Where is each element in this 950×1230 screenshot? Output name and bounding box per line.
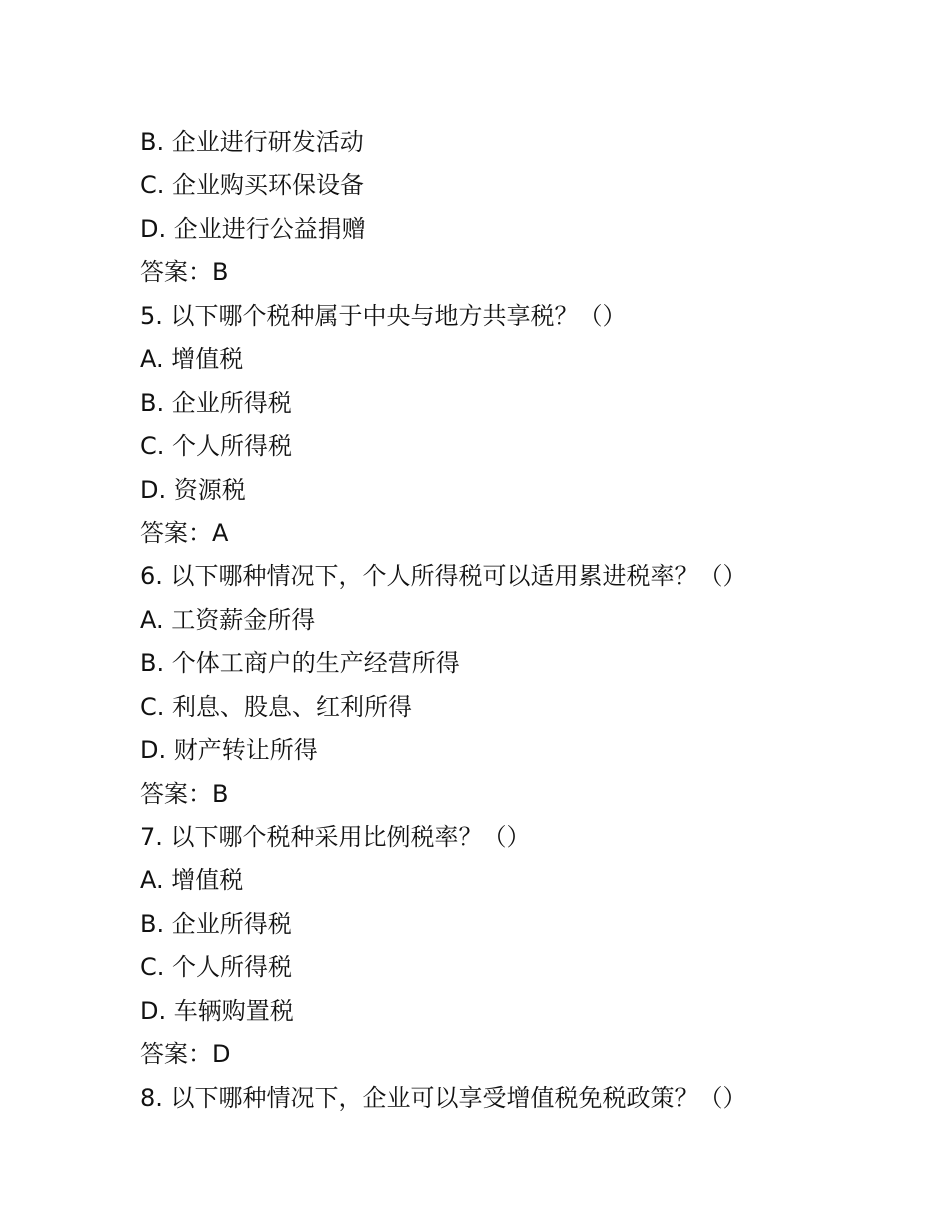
option-line: B. 企业进行研发活动 — [140, 128, 364, 156]
option-line: C. 个人所得税 — [140, 432, 293, 461]
option-line: D. 企业进行公益捐赠 — [140, 214, 366, 243]
option-line: D. 财产转让所得 — [140, 736, 318, 765]
option-line: A. 工资薪金所得 — [140, 605, 316, 634]
answer-line: 答案：A — [140, 518, 229, 547]
question-line: 6. 以下哪种情况下，个人所得税可以适用累进税率？（） — [140, 562, 747, 591]
question-list — [140, 121, 840, 1120]
option-line: D. 资源税 — [140, 475, 246, 504]
question-line: 7. 以下哪个税种采用比例税率？（） — [140, 823, 531, 851]
option-line: C. 企业购买环保设备 — [140, 171, 365, 200]
option-line: B. 个体工商户的生产经营所得 — [140, 649, 460, 678]
option-line: A. 增值税 — [140, 866, 244, 895]
option-line: C. 利息、股息、红利所得 — [140, 692, 413, 721]
answer-line: 答案：B — [140, 779, 229, 808]
option-line: B. 企业所得税 — [140, 909, 292, 938]
answer-line: 答案：D — [140, 1040, 231, 1069]
question-line: 5. 以下哪个税种属于中央与地方共享税？（） — [140, 301, 627, 330]
option-line: A. 增值税 — [140, 345, 244, 374]
question-line: 8. 以下哪种情况下，企业可以享受增值税免税政策？（） — [140, 1083, 747, 1112]
option-line: C. 个人所得税 — [140, 953, 293, 982]
option-line: D. 车辆购置税 — [140, 996, 294, 1025]
answer-line: 答案：B — [140, 258, 229, 287]
option-line: B. 企业所得税 — [140, 388, 292, 417]
